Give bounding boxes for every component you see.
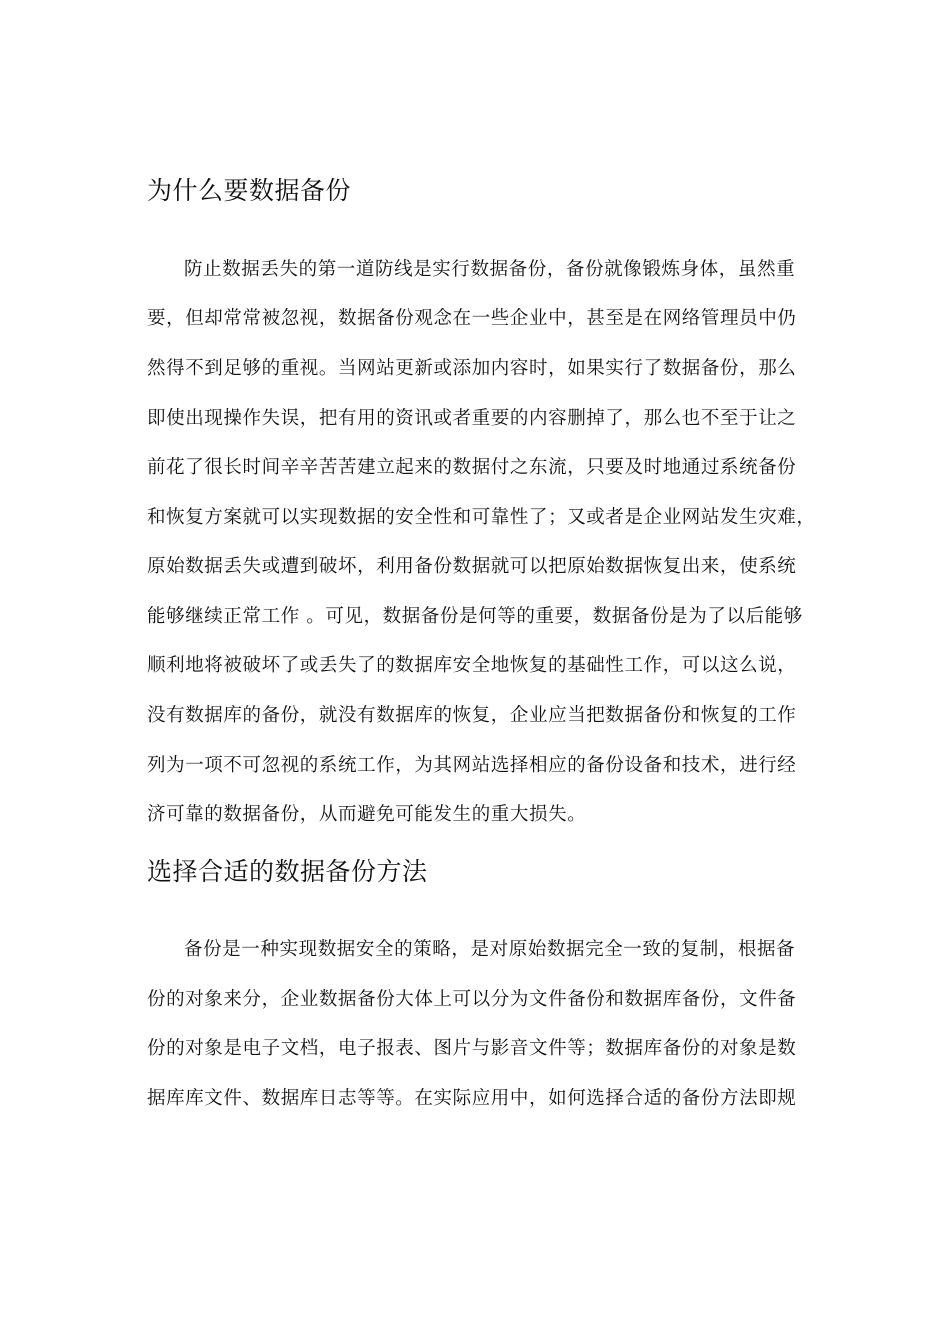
section-heading-why-backup: 为什么要数据备份: [147, 176, 352, 205]
paragraph-line: 列为一项不可忽视的系统工作，为其网站选择相应的备份设备和技术，进行经: [147, 755, 797, 776]
paragraph-line: 份的对象是电子文档，电子报表、图片与影音文件等；数据库备份的对象是数: [147, 1038, 797, 1059]
paragraph-line: 防止数据丢失的第一道防线是实行数据备份，备份就像锻炼身体，虽然重: [184, 259, 796, 280]
paragraph-line: 顺利地将被破坏了或丢失了的数据库安全地恢复的基础性工作，可以这么说，: [147, 655, 797, 676]
paragraph-line: 没有数据库的备份，就没有数据库的恢复，企业应当把数据备份和恢复的工作: [147, 705, 797, 726]
paragraph-line: 份的对象来分，企业数据备份大体上可以分为文件备份和数据库备份，文件备: [147, 989, 797, 1010]
paragraph-line: 据库库文件、数据库日志等等。在实际应用中，如何选择合适的备份方法即规: [147, 1088, 797, 1109]
paragraph-line: 备份是一种实现数据安全的策略，是对原始数据完全一致的复制，根据备: [184, 939, 796, 960]
paragraph-line: 原始数据丢失或遭到破坏，利用备份数据就可以把原始数据恢复出来，使系统: [147, 556, 797, 577]
paragraph-line: 然得不到足够的重视。当网站更新或添加内容时，如果实行了数据备份，那么: [147, 358, 797, 379]
paragraph-line: 和恢复方案就可以实现数据的安全性和可靠性了；又或者是企业网站发生灾难，: [147, 507, 816, 528]
paragraph-line: 济可靠的数据备份，从而避免可能发生的重大损失。: [147, 804, 587, 825]
section-heading-choose-method: 选择合适的数据备份方法: [147, 857, 428, 886]
paragraph-line: 前花了很长时间辛辛苦苦建立起来的数据付之东流，只要及时地通过系统备份: [147, 457, 797, 478]
paragraph-line: 要，但却常常被忽视，数据备份观念在一些企业中，甚至是在网络管理员中仍: [147, 308, 797, 329]
paragraph-line: 能够继续正常工作 。可见，数据备份是何等的重要，数据备份是为了以后能够: [147, 606, 803, 627]
paragraph-line: 即使出现操作失误，把有用的资讯或者重要的内容删掉了，那么也不至于让之: [147, 408, 797, 429]
